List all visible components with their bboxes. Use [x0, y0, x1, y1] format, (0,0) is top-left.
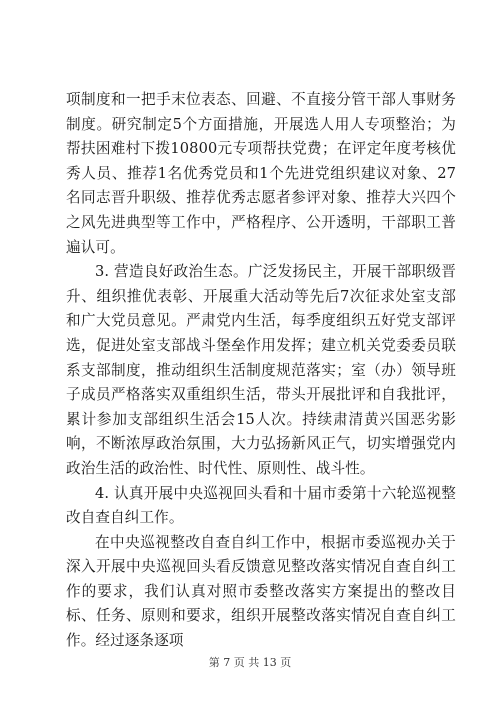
page-footer: 第 7 页 共 13 页: [208, 656, 292, 669]
paragraph-3: 在中央巡视整改自查自纠工作中，根据市委巡视办关于深入开展中央巡视回头看反馈意见整改落实情况自查自纠工作的要求，我们认真对照市委整改落实方案提出的整改目标、任务、原则和要求，组织开展整改落实情况自查自纠工作。经过逐条逐项: [66, 533, 456, 650]
section-heading-4: 4. 认真开展中央巡视回头看和十届市委第十六轮巡视整改自查自纠工作。: [66, 484, 456, 527]
paragraph-2: 3. 营造良好政治生态。广泛发扬民主，开展干部职级晋升、组织推优表彰、开展重大活动等先后7次征求处室支部和广大党员意见。严肃党内生活，每季度组织五好党支部评选，促进处室支部战斗堡垒作用发挥；建立机关党委委员联系支部制度，推动组织生活制度规范落实；室（办）领导班子成员严格落实双重组织生活，带头开展批评和自我批评，累计参加支部组织生活会15人次。持续肃清黄兴国恶劣影响，不断浓厚政治氛围，大力弘扬新风正气，切实增强党内政治生活的政治性、时代性、原则性、战斗性。: [66, 263, 456, 477]
document-body: [66, 88, 456, 654]
paragraph-1: 项制度和一把手末位表态、回避、不直接分管干部人事财务制度。研究制定5个方面措施，开展选人用人专项整治；为帮扶困难村下拨10800元专项帮扶党费；在评定年度考核优秀人员、推荐1名优秀党员和1个先进党组织建议对象、27名同志晋升职级、推荐优秀志愿者参评对象、推荐大兴四个之风先进典型等工作中，严格程序、公开透明，干部职工普遍认可。: [66, 91, 456, 256]
